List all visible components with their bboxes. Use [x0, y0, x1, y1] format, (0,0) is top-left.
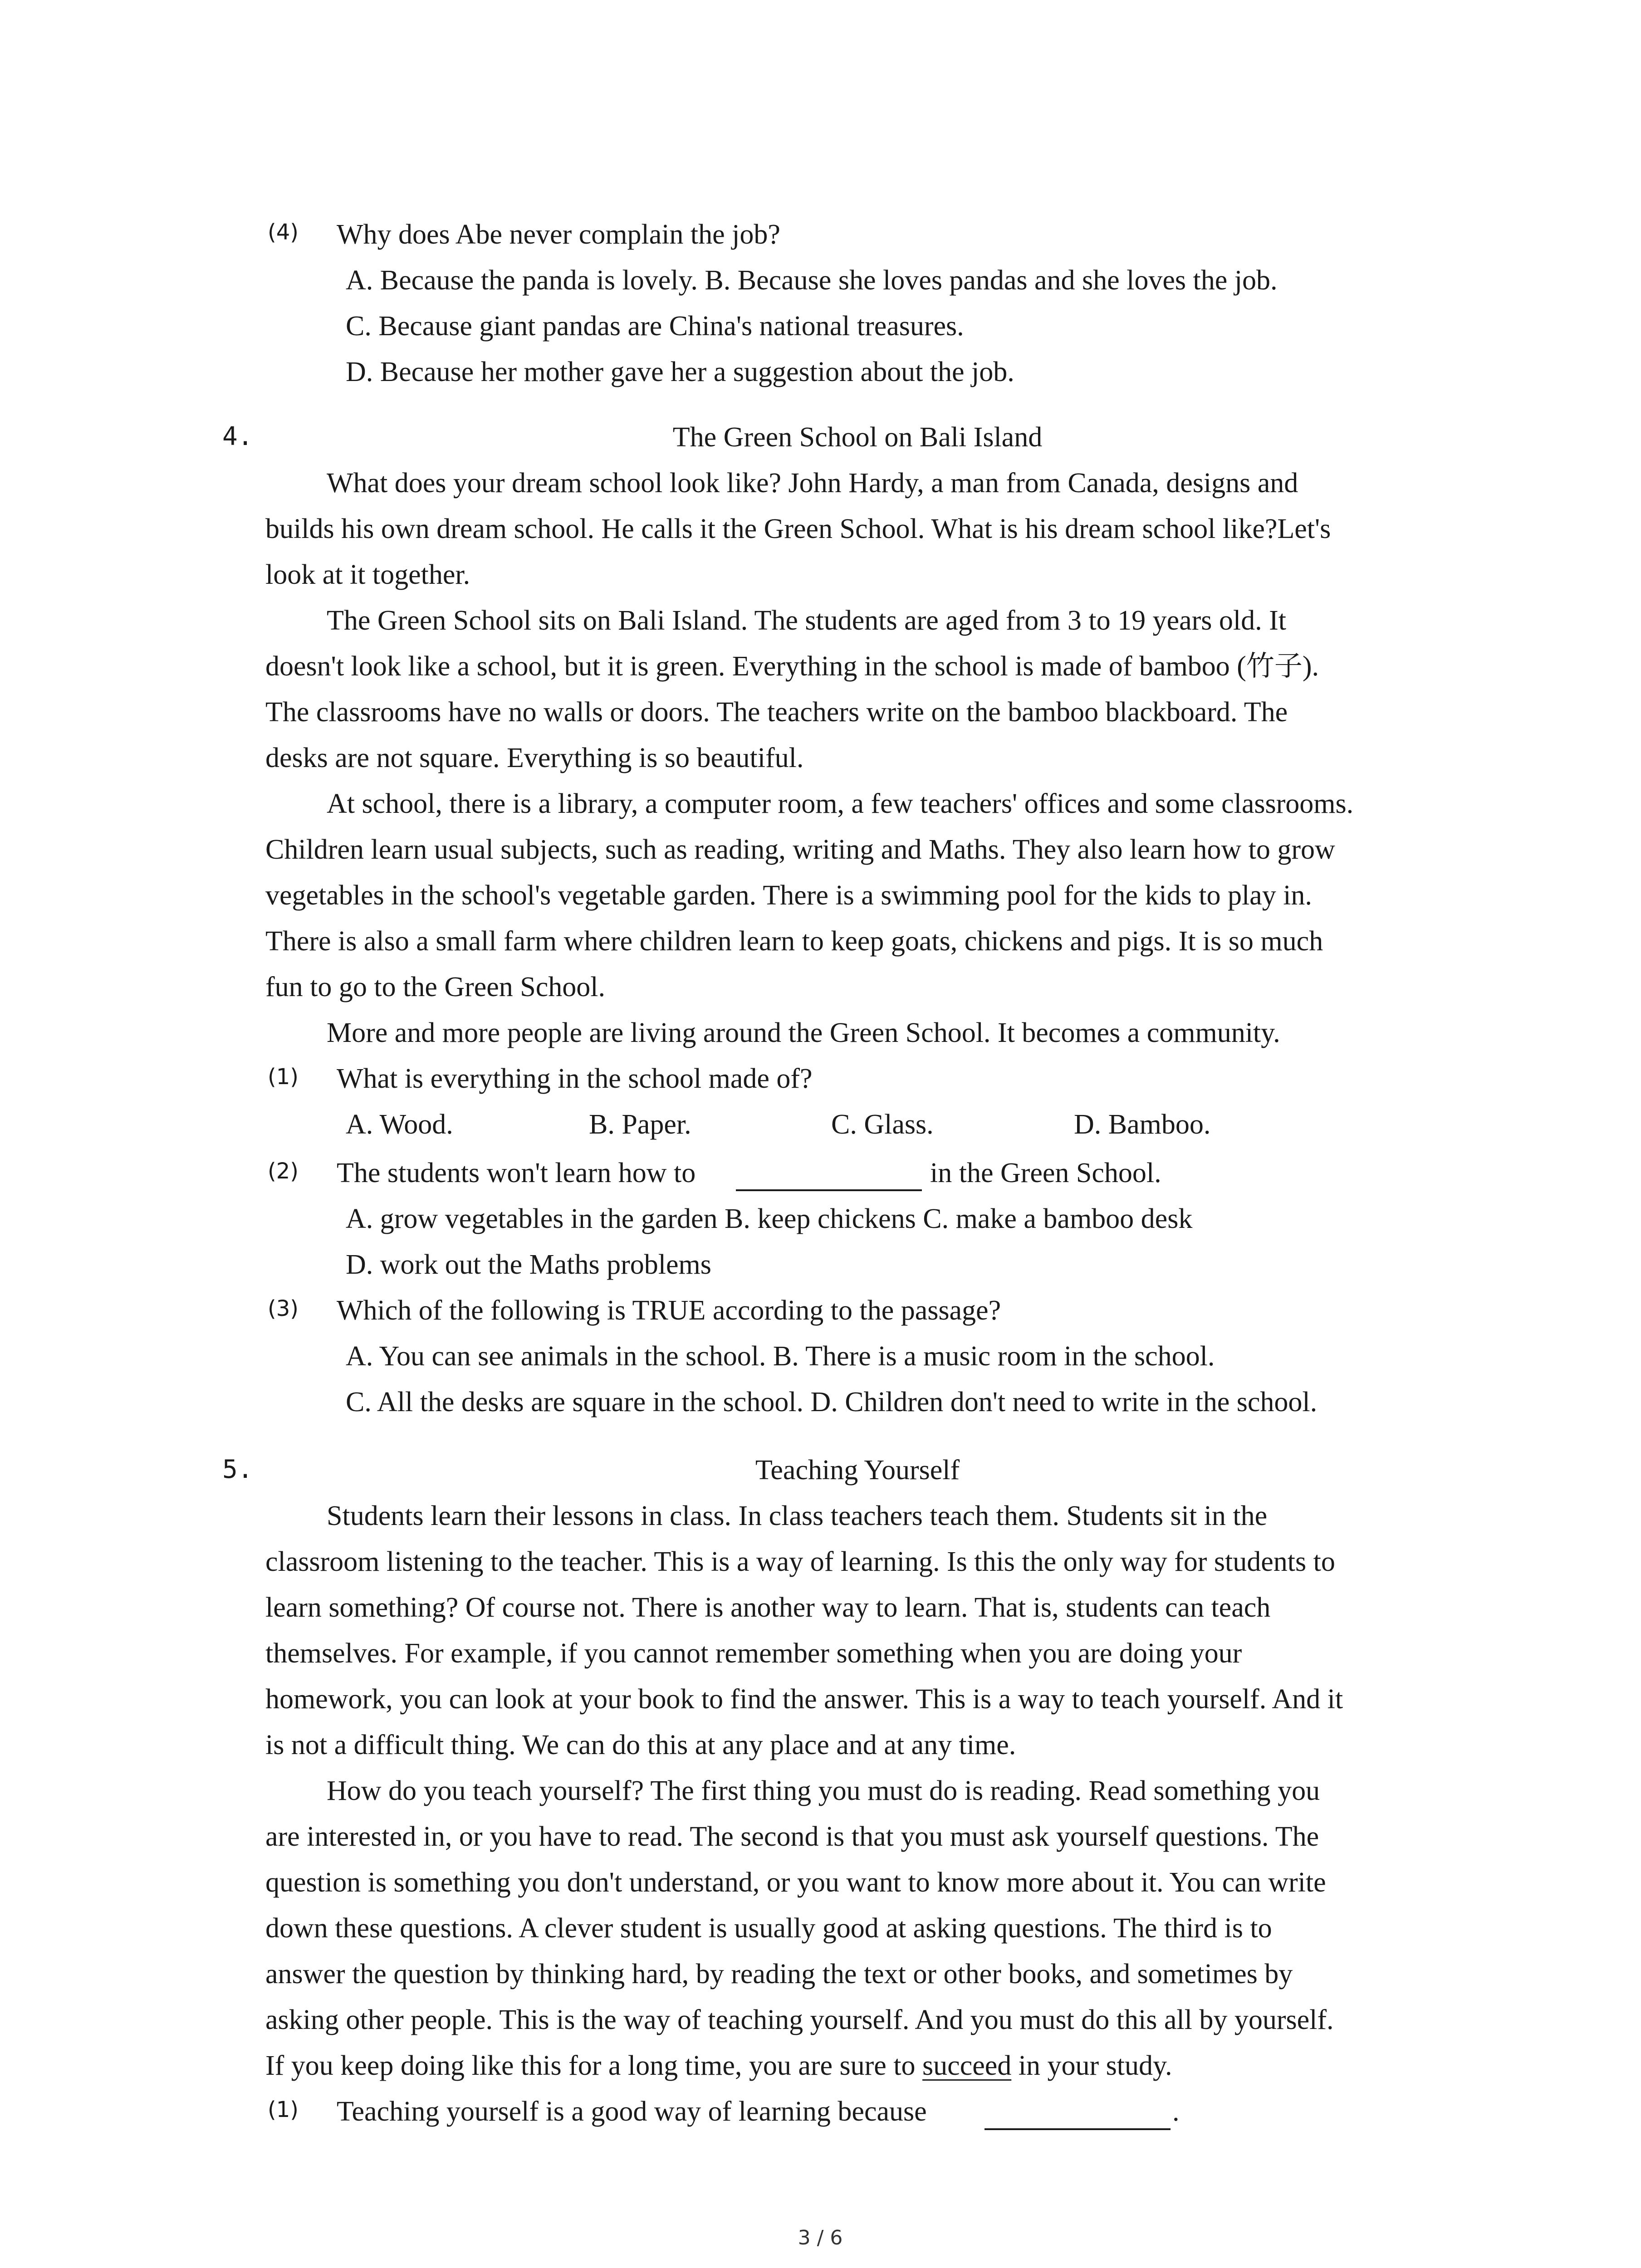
question-punctuation: .: [1172, 2096, 1180, 2127]
question-text: in the Green School.: [930, 1158, 1161, 1188]
question-text: Which of the following is TRUE according to the passage?: [337, 1295, 1001, 1326]
underlined-word: succeed: [922, 2050, 1012, 2081]
section-number: 5.: [222, 1455, 253, 1484]
paragraph-line: How do you teach yourself? The first thing you must do is reading. Read something you: [327, 1775, 1320, 1806]
paragraph-line: More and more people are living around the Green School. It becomes a community.: [327, 1017, 1280, 1048]
paragraph-line: doesn't look like a school, but it is green. Everything in the school is made of bamboo (竹子).: [265, 651, 1319, 682]
paragraph-line: Students learn their lessons in class. In class teachers teach them. Students sit in the: [327, 1501, 1268, 1531]
answer-option: D. Because her mother gave her a suggestion about the job.: [346, 357, 1014, 387]
answer-options: A. Because the panda is lovely. B. Because she loves pandas and she loves the job.: [346, 265, 1278, 296]
passage-title: The Green School on Bali Island: [672, 422, 1043, 453]
answer-option: C. Because giant pandas are China's national treasures.: [346, 311, 964, 342]
answer-options: C. All the desks are square in the school. D. Children don't need to write in the school.: [346, 1387, 1318, 1418]
paragraph-line: desks are not square. Everything is so beautiful.: [265, 743, 804, 773]
paragraph-line: look at it together.: [265, 559, 470, 590]
answer-option: D. Bamboo.: [1074, 1109, 1211, 1140]
answer-option: B. Paper.: [589, 1109, 691, 1140]
paragraph-line: builds his own dream school. He calls it the Green School. What is his dream school like?Let's: [265, 513, 1331, 544]
answer-blank: [736, 1189, 922, 1191]
question-number: (1): [268, 2097, 299, 2122]
paragraph-line: [265, 2052, 1172, 2080]
passage-title: Teaching Yourself: [755, 1455, 960, 1486]
answer-option: A. Wood.: [346, 1109, 453, 1140]
answer-blank: [985, 2128, 1171, 2130]
paragraph-line: themselves. For example, if you cannot remember something when you are doing your: [265, 1638, 1242, 1669]
question-number: (1): [268, 1064, 299, 1090]
line-text: in your study.: [1018, 2050, 1172, 2081]
paragraph-line: homework, you can look at your book to find the answer. This is a way to teach yourself. And it: [265, 1684, 1343, 1715]
paragraph-line: is not a difficult thing. We can do this at any place and at any time.: [265, 1730, 1016, 1760]
paragraph-line: Children learn usual subjects, such as reading, writing and Maths. They also learn how to grow: [265, 834, 1335, 865]
paragraph-line: The Green School sits on Bali Island. The students are aged from 3 to 19 years old. It: [327, 605, 1286, 636]
paragraph-line: question is something you don't understand, or you want to know more about it. You can write: [265, 1867, 1326, 1898]
answer-option: C. Glass.: [831, 1109, 934, 1140]
question-text: The students won't learn how to: [337, 1158, 696, 1188]
answer-options: A. grow vegetables in the garden B. keep chickens C. make a bamboo desk: [346, 1203, 1193, 1234]
paragraph-line: asking other people. This is the way of teaching yourself. And you must do this all by yourself.: [265, 2004, 1334, 2035]
paragraph-line: fun to go to the Green School.: [265, 972, 606, 1002]
page-number: 3 / 6: [798, 2226, 843, 2249]
paragraph-line: are interested in, or you have to read. The second is that you must ask yourself questions. The: [265, 1821, 1319, 1852]
question-text: Why does Abe never complain the job?: [337, 219, 780, 250]
paragraph-line: There is also a small farm where children learn to keep goats, chickens and pigs. It is so much: [265, 926, 1323, 957]
section-number: 4.: [222, 422, 253, 451]
paragraph-line: What does your dream school look like? John Hardy, a man from Canada, designs and: [327, 468, 1298, 499]
line-text: If you keep doing like this for a long time, you are sure to: [265, 2050, 916, 2081]
paragraph-line: At school, there is a library, a computer room, a few teachers' offices and some classrooms.: [327, 788, 1354, 819]
paragraph-line: answer the question by thinking hard, by reading the text or other books, and sometimes by: [265, 1959, 1293, 1989]
paragraph-line: classroom listening to the teacher. This is a way of learning. Is this the only way for students to: [265, 1546, 1335, 1577]
paragraph-line: vegetables in the school's vegetable garden. There is a swimming pool for the kids to play in.: [265, 880, 1312, 911]
question-text: What is everything in the school made of?: [337, 1063, 813, 1094]
answer-options: A. You can see animals in the school. B. There is a music room in the school.: [346, 1341, 1215, 1372]
paragraph-line: down these questions. A clever student is usually good at asking questions. The third is to: [265, 1913, 1272, 1944]
answer-option: D. work out the Maths problems: [346, 1249, 711, 1280]
question-number: (4): [268, 220, 299, 245]
question-text: Teaching yourself is a good way of learning because: [337, 2096, 927, 2127]
paragraph-line: The classrooms have no walls or doors. The teachers write on the bamboo blackboard. The: [265, 697, 1288, 728]
question-number: (3): [268, 1296, 299, 1321]
question-number: (2): [268, 1158, 299, 1184]
paragraph-line: learn something? Of course not. There is another way to learn. That is, students can teach: [265, 1592, 1271, 1623]
